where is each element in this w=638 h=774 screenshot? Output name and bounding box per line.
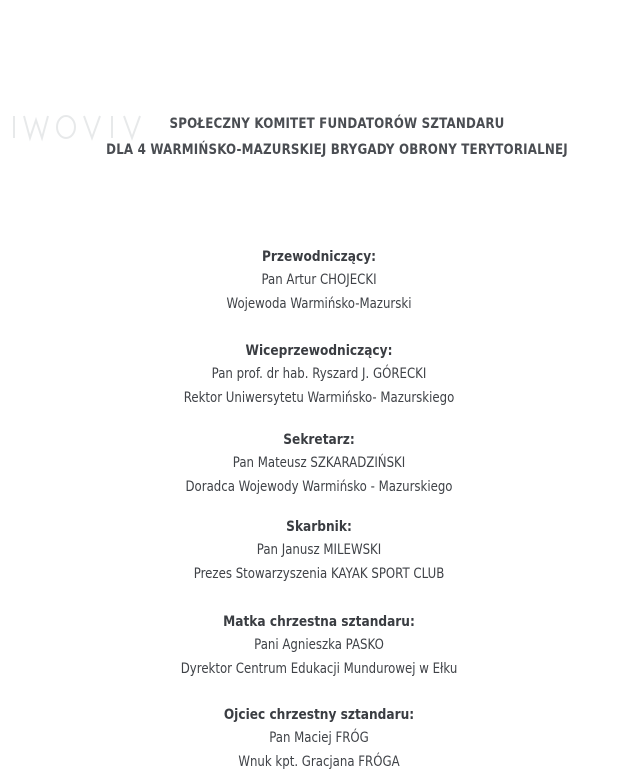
role-treasurer <box>0 516 638 586</box>
role-title: Sekretarz: <box>283 432 355 448</box>
role-person-name: Pan Artur CHOJECKI <box>261 272 377 288</box>
role-title: Skarbnik: <box>286 519 352 535</box>
role-person-name: Pan prof. dr hab. Ryszard J. GÓRECKI <box>211 366 427 382</box>
role-title: Ojciec chrzestny sztandaru: <box>223 707 415 723</box>
role-person-name: Pani Agnieszka PASKO <box>254 637 384 653</box>
role-person-name: Pan Janusz MILEWSKI <box>256 542 382 558</box>
role-vice-chairman <box>0 340 638 410</box>
role-person-position: Rektor Uniwersytetu Warmińsko- Mazurskiego <box>183 390 455 406</box>
role-person-position: Prezes Stowarzyszenia KAYAK SPORT CLUB <box>193 566 445 582</box>
role-secretary <box>0 429 638 499</box>
role-title: Matka chrzestna sztandaru: <box>223 614 415 630</box>
role-godfather <box>0 704 638 774</box>
role-godmother <box>0 611 638 681</box>
role-title: Wiceprzewodniczący: <box>245 343 393 359</box>
heading-line-2: DLA 4 WARMIŃSKO-MAZURSKIEJ BRYGADY OBRONY TERYTORIALNEJ <box>106 142 568 158</box>
role-person-position: Wojewoda Warmińsko-Mazurski <box>226 296 412 312</box>
role-person-name: Pan Maciej FRÓG <box>269 730 369 746</box>
role-title: Przewodniczący: <box>261 249 377 265</box>
role-chairman <box>0 246 638 316</box>
heading-line-1: SPOŁECZNY KOMITET FUNDATORÓW SZTANDARU <box>169 116 505 132</box>
role-person-position: Dyrektor Centrum Edukacji Mundurowej w Ełku <box>180 661 458 677</box>
role-person-position: Doradca Wojewody Warmińsko - Mazurskiego <box>185 479 453 495</box>
role-person-position: Wnuk kpt. Gracjana FRÓGA <box>238 754 400 770</box>
role-person-name: Pan Mateusz SZKARADZIŃSKI <box>232 455 406 471</box>
